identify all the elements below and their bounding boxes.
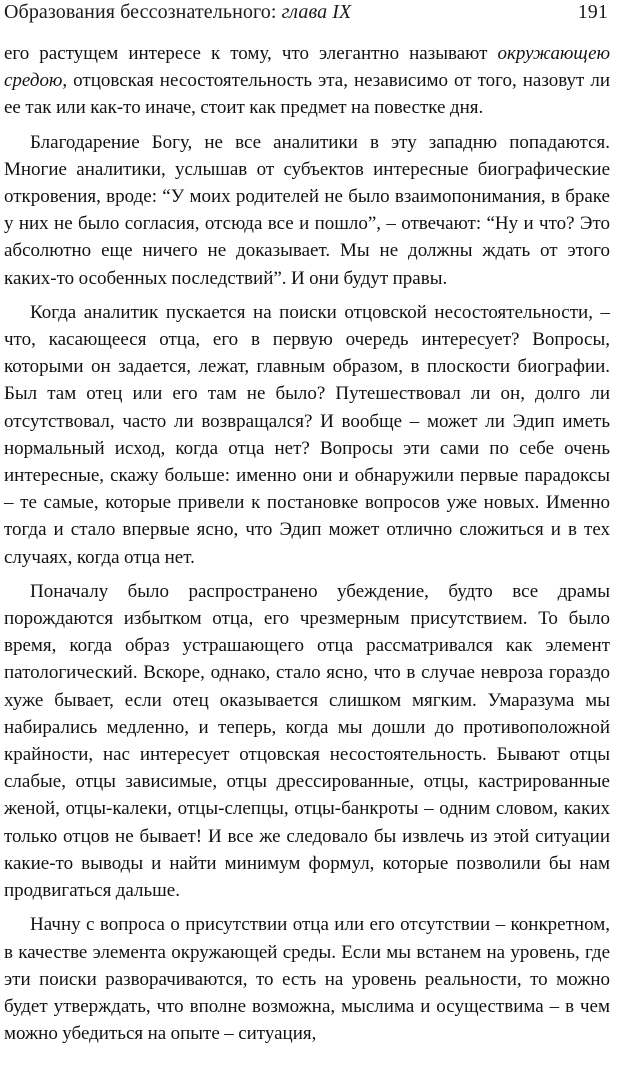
chapter-title-italic: глава IX bbox=[281, 1, 352, 23]
paragraph-1 bbox=[4, 40, 610, 122]
paragraph-1-text-before: его растущем интересе к тому, что элегантно называют bbox=[4, 43, 498, 64]
chapter-title bbox=[4, 0, 351, 24]
paragraph-1-text-after: , отцовская несостоятельность эта, независимо от того, назовут ли ее так или как-то иначе, стоит как предмет на повестке дня. bbox=[4, 70, 610, 119]
body-text bbox=[4, 40, 610, 1047]
paragraph-2: Благодарение Богу, не все аналитики в эту западню попадаются. Многие аналитики, услышав от субъектов интересные биографические откровения, вроде: “У моих родителей не было взаимопонимания, в браке у них не было согласия, отсюда все и пошло”, – отвечают: “Ну и что? Это абсолютно еще ничего не доказывает. Мы не должны ждать от этого каких-то особенных последствий”. И они будут правы. bbox=[4, 131, 610, 289]
chapter-title-plain: Образования бессознательного: bbox=[4, 1, 282, 23]
paragraph-5: Начну с вопроса о присутствии отца или его отсутствии – конкретном, в качестве элемента окружающей среды. Если мы встанем на уровень, где эти поиски разворачиваются, то есть на уровень реальности, то можно будет утверждать, что вполне возможна, мыслима и осуществима – в чем можно убедиться на опыте – ситуация, bbox=[4, 914, 610, 1045]
paragraph-3: Когда аналитик пускается на поиски отцовской несостоятельности, – что, касающееся отца, его в первую очередь интересует? Вопросы, которыми он задается, лежат, главным образом, в плоскости биографии. Был там отец или его там не было? Путешествовал ли он, долго ли отсутствовал, часто ли возвращался? И вообще – может ли Эдип иметь нормальный исход, когда отца нет? Вопросы эти сами по себе очень интересные, скажу больше: именно они и обнаружили первые парадоксы – те самые, которые привели к постановке вопросов уже новых. Именно тогда и стало впервые ясно, что Эдип может отлично сложиться и в тех случаях, когда отца нет. bbox=[4, 301, 610, 568]
running-head bbox=[4, 0, 610, 40]
page-number: 191 bbox=[577, 1, 608, 23]
paragraph-1-italic-phrase: окружающею средою bbox=[4, 43, 610, 92]
paragraph-4: Поначалу было распространено убеждение, будто все драмы порождаются избытком отца, его чрезмерным присутствием. То было время, когда образ устрашающего отца рассматривался как элемент патологический. Вскоре, однако, стало ясно, что в случае невроза гораздо хуже бывает, если отец оказывается слишком мягким. Умаразума мы набирались медленно, и теперь, когда мы дошли до противоположной крайности, нас интересует отцовская несостоятельность. Бывают отцы слабые, отцы зависимые, отцы дрессированные, отцы, кастрированные женой, отцы-калеки, отцы-слепцы, отцы-банкроты – одним словом, каких только отцов не бывает! И все же следовало бы извлечь из этой ситуации какие-то выводы и найти минимум формул, которые позволили бы нам продвигаться дальше. bbox=[4, 580, 610, 902]
